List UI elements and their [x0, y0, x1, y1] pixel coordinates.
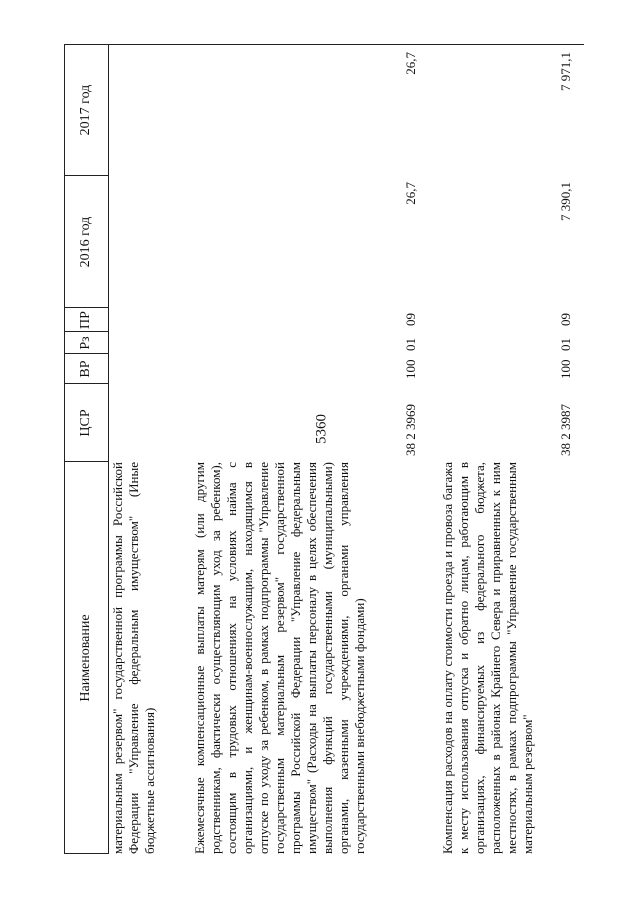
header-rz: Рз: [78, 336, 93, 350]
header-csr: ЦСР: [78, 409, 93, 437]
header-vr: ВР: [78, 360, 93, 378]
page-number: 5360: [313, 414, 330, 444]
table-cell-rz: 01: [558, 338, 573, 351]
table-cell-2016: 26,7: [403, 182, 418, 205]
table-cell-2017: 26,7: [403, 52, 418, 75]
header-2016: 2016 год: [78, 216, 93, 268]
table-cell-2017: 7 971,1: [558, 52, 573, 91]
table-row-name: материальным резервом" государственной программы Российской Федерации "Управление федеральным имуществом" (Иные бюджетные ассигнования): [110, 462, 157, 854]
table-cell-vr: 100: [558, 359, 573, 379]
budget-table: [64, 44, 584, 854]
header-name: Наименование: [78, 614, 93, 702]
table-row-name: Компенсация расходов на оплату стоимости проезда и провоза багажа к месту использования отпуска и обратно лицам, работающим в организациях, финансируемых из федерального бюджета, расположенных в районах Крайнего Севера и приравненных к ним местностях, в рамках подпрограммы "Управление государственным материальным резервом": [440, 462, 535, 854]
header-bottom-border: [108, 44, 109, 854]
header-pr: ПР: [78, 311, 93, 329]
table-right-border: [64, 44, 584, 45]
header-2017: 2017 год: [78, 84, 93, 136]
table-cell-rz: 01: [403, 338, 418, 351]
table-cell-csr: 38 2 3987: [558, 404, 573, 456]
table-cell-pr: 09: [403, 313, 418, 326]
table-cell-pr: 09: [558, 313, 573, 326]
table-cell-csr: 38 2 3969: [403, 404, 418, 456]
table-cell-2016: 7 390,1: [558, 182, 573, 221]
table-row-name: Ежемесячные компенсационные выплаты матерям (или другим родственникам, фактически осуществляющим уход за ребенком), состоящим в трудовых отношениях на условиях найма с организациями, и женщинам-военнослужащим, находящимся в отпуске по уходу за ребенком, в рамках подпрограммы "Управление государственным материальным резервом" государственной программы Российской Федерации "Управление федеральным имуществом" (Расходы на выплаты персоналу в целях обеспечения выполнения функций государственными (муниципальными) органами, казенными учреждениями, органами управления государственными внебюджетными фондами): [192, 462, 367, 854]
table-cell-vr: 100: [403, 359, 418, 379]
